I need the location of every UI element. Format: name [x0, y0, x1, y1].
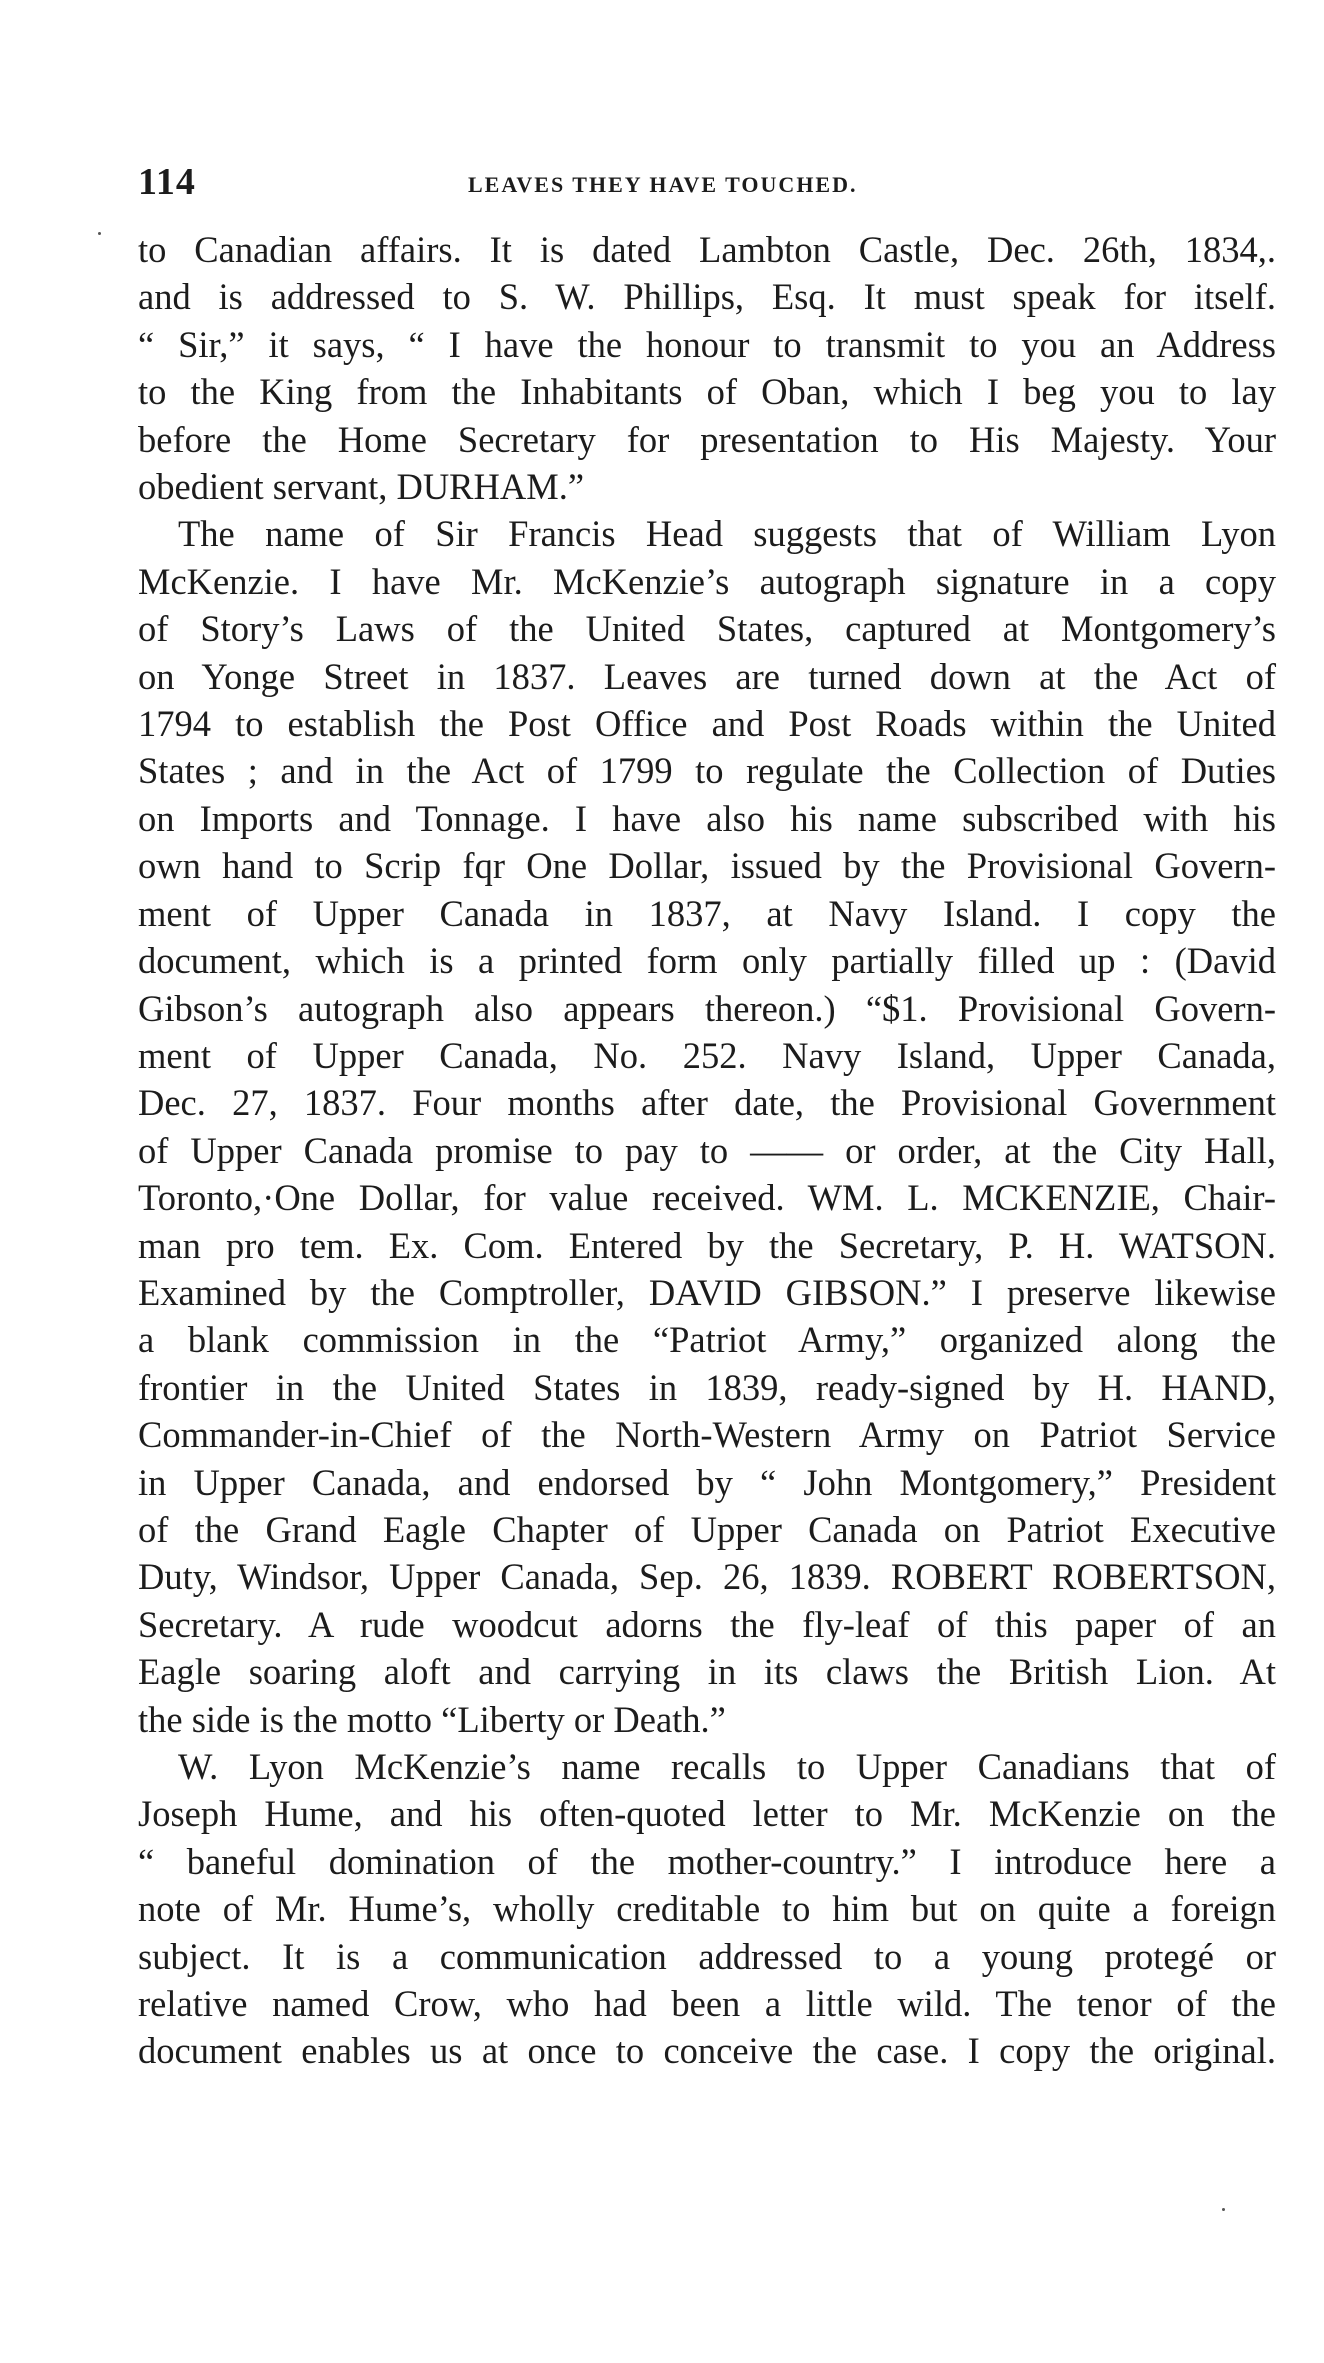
- text-line: and is addressed to S. W. Phillips, Esq. It must speak for itself.: [138, 276, 1276, 318]
- text-line: to the King from the Inhabitants of Oban, which I beg you to lay: [138, 371, 1276, 413]
- text-line: Secretary. A rude woodcut adorns the fly-leaf of this paper of an: [138, 1603, 1276, 1645]
- text-line: of Story’s Laws of the United States, captured at Montgomery’s: [138, 608, 1276, 650]
- text-line: 1794 to establish the Post Office and Post Roads within the United: [138, 703, 1276, 745]
- page-header: [138, 160, 1276, 204]
- text-line: ment of Upper Canada in 1837, at Navy Island. I copy the: [138, 892, 1276, 934]
- text-line: on Imports and Tonnage. I have also his name subscribed with his: [138, 797, 1276, 839]
- page-number: 114: [138, 161, 196, 203]
- text-line: Dec. 27, 1837. Four months after date, the Provisional Government: [138, 1082, 1276, 1124]
- text-line: before the Home Secretary for presentation to His Majesty. Your: [138, 418, 1276, 460]
- text-line: in Upper Canada, and endorsed by “ John Montgomery,” President: [138, 1461, 1276, 1503]
- text-line: The name of Sir Francis Head suggests that of William Lyon: [178, 513, 1276, 555]
- text-line: Commander-in-Chief of the North-Western Army on Patriot Service: [138, 1414, 1276, 1456]
- text-line: Gibson’s autograph also appears thereon.) “$1. Provisional Govern-: [138, 987, 1276, 1029]
- text-line: “ Sir,” it says, “ I have the honour to transmit to you an Address: [138, 323, 1276, 365]
- text-line: Duty, Windsor, Upper Canada, Sep. 26, 1839. ROBERT ROBERTSON,: [138, 1556, 1276, 1598]
- text-line: subject. It is a communication addressed to a young protegé or: [138, 1935, 1276, 1977]
- text-line: own hand to Scrip fqr One Dollar, issued by the Provisional Govern-: [138, 845, 1276, 887]
- text-line: obedient servant, DURHAM.”: [138, 466, 585, 508]
- text-line: on Yonge Street in 1837. Leaves are turned down at the Act of: [138, 655, 1276, 697]
- paragraph-3: [138, 1743, 1276, 2075]
- specks: [1222, 2208, 1225, 2211]
- text-line: of Upper Canada promise to pay to —— or order, at the City Hall,: [138, 1129, 1276, 1171]
- text-line: ment of Upper Canada, No. 252. Navy Island, Upper Canada,: [138, 1034, 1276, 1076]
- text-line: frontier in the United States in 1839, ready-signed by H. HAND,: [138, 1366, 1276, 1408]
- paragraph-1: [138, 226, 1276, 510]
- text-line: document, which is a printed form only partially filled up : (David: [138, 940, 1276, 982]
- text-line: to Canadian affairs. It is dated Lambton Castle, Dec. 26th, 1834,.: [138, 229, 1276, 270]
- text-line: States ; and in the Act of 1799 to regulate the Collection of Duties: [138, 750, 1276, 792]
- text-line: “ baneful domination of the mother-country.” I introduce here a: [138, 1840, 1276, 1882]
- text-line: Eagle soaring aloft and carrying in its claws the British Lion. At: [138, 1651, 1276, 1693]
- specks: [98, 232, 101, 235]
- running-head: LEAVES THEY HAVE TOUCHED.: [468, 172, 858, 197]
- text-line: Examined by the Comptroller, DAVID GIBSON.” I preserve likewise: [138, 1271, 1276, 1313]
- text-line: a blank commission in the “Patriot Army,” organized along the: [138, 1319, 1276, 1361]
- text-line: of the Grand Eagle Chapter of Upper Canada on Patriot Executive: [138, 1508, 1276, 1550]
- book-page: [138, 160, 1276, 2075]
- text-line: relative named Crow, who had been a little wild. The tenor of the: [138, 1983, 1276, 2025]
- text-line: note of Mr. Hume’s, wholly creditable to him but on quite a foreign: [138, 1888, 1276, 1930]
- text-line: McKenzie. I have Mr. McKenzie’s autograph signature in a copy: [138, 560, 1276, 602]
- text-line: document enables us at once to conceive the case. I copy the original.: [138, 2030, 1276, 2072]
- text-line: the side is the motto “Liberty or Death.”: [138, 1698, 726, 1740]
- text-line: man pro tem. Ex. Com. Entered by the Secretary, P. H. WATSON.: [138, 1224, 1276, 1266]
- text-line: W. Lyon McKenzie’s name recalls to Upper Canadians that of: [178, 1746, 1276, 1787]
- paragraph-2: [138, 510, 1276, 1743]
- text-line: Toronto,·One Dollar, for value received. WM. L. MCKENZIE, Chair-: [138, 1177, 1276, 1219]
- text-line: Joseph Hume, and his often-quoted letter to Mr. McKenzie on the: [138, 1793, 1276, 1835]
